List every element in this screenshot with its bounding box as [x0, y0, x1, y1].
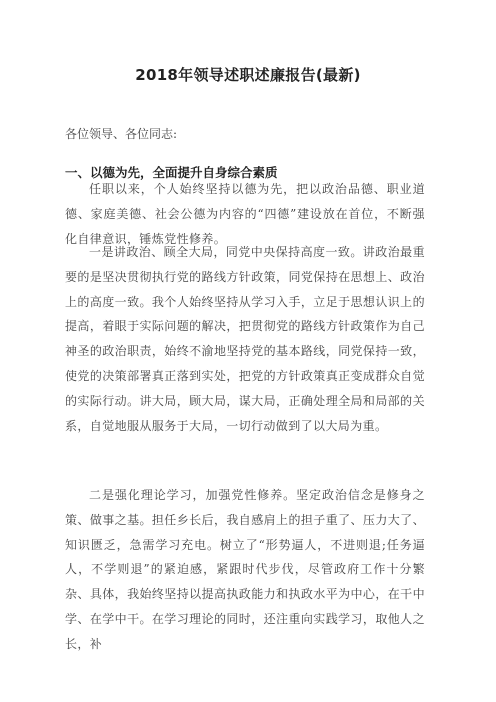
- paragraph: 一是讲政治、顾全大局，同党中央保持高度一致。讲政治最重要的是坚决贯彻执行党的路线方针政策，同党保持在思想上、政治上的高度一致。我个人始终坚持从学习入手，立足于思想认识上的提高，着眼于实际问题的解决，把贯彻党的路线方针政策作为自己神圣的政治职责，始终不渝地坚持党的基本路线，同党保持一致，使党的决策部署真正落到实处，把党的方针政策真正变成群众自觉的实际行动。讲大局，顾大局，谋大局，正确处理全局和局部的关系，自觉地服从服务于大局，一切行动做到了以大局为重。: [65, 245, 425, 433]
- section-heading: 一、以德为先，全面提升自身综合素质: [65, 165, 278, 180]
- salutation: 各位领导、各位同志:: [65, 127, 178, 141]
- paragraph: 二是强化理论学习，加强党性修养。坚定政治信念是修身之策、做事之基。担任乡长后，我自感肩上的担子重了、压力大了、知识匮乏，急需学习充电。树立了“形势逼人，不进则退;任务逼人，不学则退”的紧迫感，紧跟时代步伐，尽管政府工作十分繁杂、具体，我始终坚持以提高执政能力和执政水平为中心，在干中学、在学中干。在学习理论的同时，还注重向实践学习，取他人之长，补: [65, 488, 425, 651]
- paragraph: 任职以来，个人始终坚持以德为先，把以政治品德、职业道德、家庭美德、社会公德为内容的“四德”建设放在首位，不断强化自律意识，锤炼党性修养。: [65, 182, 425, 246]
- document-title: 2018年领导述职述廉报告(最新): [135, 66, 361, 84]
